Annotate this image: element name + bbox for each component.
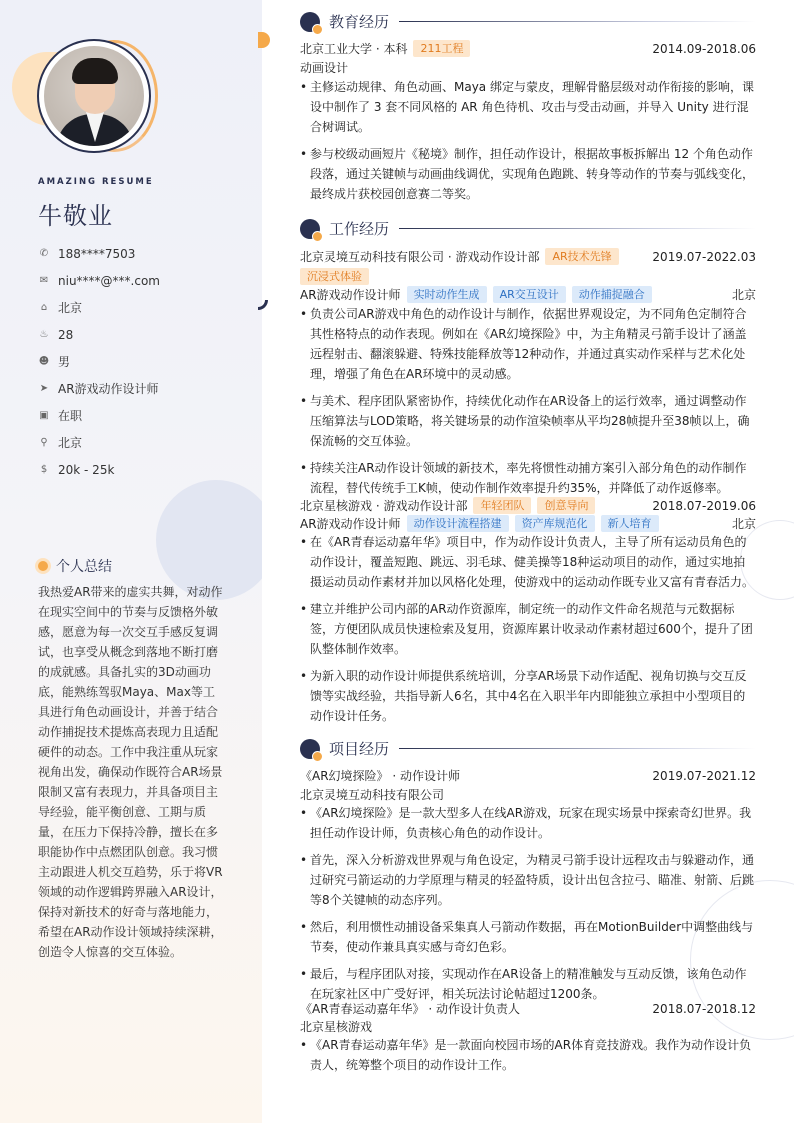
list-item: • 《AR幻境探险》是一款大型多人在线AR游戏，玩家在现实场景中探索奇幻世界。我担任动作设计师，负责核心角色的动作设计。	[300, 803, 756, 843]
major-row	[300, 59, 756, 76]
contact-text: 20k - 25k	[58, 462, 115, 477]
divider	[399, 748, 756, 749]
list-item: • 主修运动规律、角色动画、Maya 绑定与蒙皮，理解骨骼层级对动作衔接的影响，课设中制作了 3 套不同风格的 AR 角色待机、攻击与受击动画，并导入 Unity 进行混合树调试。	[300, 77, 756, 137]
list-item: • 然后，利用惯性动捕设备采集真人弓箭动作数据，再在MotionBuilder中调整曲线与节奏，使动作兼具真实感与奇幻色彩。	[300, 917, 756, 957]
skill-tag: 动作设计流程搭建	[407, 515, 509, 532]
candidate-name: 牛敬业	[38, 202, 113, 230]
home-icon: ⌂	[40, 302, 48, 313]
cake-icon: ♨	[39, 329, 49, 340]
project-company: 北京星核游戏	[300, 1020, 373, 1034]
education-date: 2014.09-2018.06	[652, 41, 756, 56]
project-bullets	[300, 1035, 756, 1082]
section-title: 教育经历	[329, 13, 390, 31]
job-date: 2019.07-2022.03	[652, 249, 756, 264]
section-icon	[300, 12, 320, 32]
job-tags-row	[294, 268, 750, 285]
avatar-photo	[44, 46, 144, 146]
job-city: 北京	[731, 517, 756, 531]
dot-icon	[38, 561, 48, 571]
skill-tag: 实时动作生成	[407, 286, 487, 303]
list-item: • 持续关注AR动作设计领域的新技术，率先将惯性动捕方案引入部分角色的动作制作流程，替代传统手工K帧，使动作制作效率提升约35%，并降低了动作返修率。	[300, 458, 756, 498]
section-title: 项目经历	[329, 740, 390, 758]
project-company-row	[300, 1018, 756, 1035]
section-title: 工作经历	[329, 220, 390, 238]
phone-icon: ✆	[39, 248, 49, 259]
section-icon	[300, 739, 320, 759]
summary-heading	[38, 556, 112, 576]
project-name: 《AR青春运动嘉年华》 · 动作设计负责人	[300, 1002, 520, 1016]
major: 动画设计	[300, 61, 349, 75]
contact-text: 在职	[58, 409, 83, 423]
contact-item	[38, 348, 160, 375]
school-tag: 211工程	[413, 40, 470, 57]
list-item: • 建立并维护公司内部的AR动作资源库，制定统一的动作文件命名规范与元数据标签，方便团队成员快速检索及复用，资源库累计收录动作素材超过600个，提升了团队整体制作效率。	[300, 599, 756, 659]
avatar	[37, 39, 151, 153]
contact-item	[38, 429, 160, 456]
contact-text: 男	[58, 355, 71, 369]
skill-tag: AR交互设计	[493, 286, 566, 303]
list-item: • 首先，深入分析游戏世界观与角色设定，为精灵弓箭手设计远程攻击与躲避动作，通过研究弓箭运动的力学原理与精灵的轻盈特质，设计出包含拉弓、瞄准、射箭、后跳等8个关键帧的动态序列。	[300, 850, 756, 910]
company-tag: 创意导向	[537, 497, 595, 514]
job-role-row	[300, 515, 756, 532]
company-tag: AR技术先锋	[545, 248, 618, 265]
job-city: 北京	[731, 288, 756, 302]
send-icon: ➤	[39, 383, 49, 394]
list-item: • 负责公司AR游戏中角色的动作设计与制作，依据世界观设定，为不同角色定制符合其性格特点的动作表现。例如在《AR幻境探险》中，为主角精灵弓箭手设计了涵盖远程射击、翻滚躲避、特殊技能释放等12种动作，并通过真实动作采样与艺术化处理，增强了角色在AR环境中的灵动感。	[300, 304, 756, 384]
person-icon: ☻	[38, 356, 50, 367]
contact-item	[38, 267, 160, 294]
education-row	[300, 40, 756, 57]
divider	[399, 228, 756, 229]
briefcase-icon: ▣	[39, 410, 49, 421]
company-tag: 沉浸式体验	[300, 268, 369, 285]
job-bullets	[300, 304, 756, 505]
list-item: • 在《AR青春运动嘉年华》项目中，作为动作设计负责人，主导了所有运动员角色的动作设计，覆盖短跑、跳远、羽毛球、健美操等18种运动项目的动作，通过实地拍摄运动员动作素材并加以风格化处理，使游戏中的运动动作既专业又富有青春活力。	[300, 532, 756, 592]
summary-text: 我热爱AR带来的虚实共舞，对动作在现实空间中的节奏与反馈格外敏感，愿意为每一次交互手感反复调试，也享受从概念到落地不断打磨的成就感。具备扎实的3D动画功底，能熟练驾驭Maya、Max等工具进行角色动画设计，并善于结合动作捕捉技术提炼高表现力且适配硬件的动态。工作中我注重从玩家视角出发，确保动作既符合AR场景限制又富有表现力，并具备项目主导经验，能平衡创意、工期与质量，在压力下保持冷静，擅长在多职能协作中点燃团队创意。我习惯主动跟进人机交互趋势，乐于将VR领域的动作逻辑跨界融入AR设计，保持对新技术的好奇与落地能力，希望在AR动作设计领域持续深耕，创造令人惊喜的交互体验。	[38, 585, 223, 959]
work-heading	[300, 218, 756, 239]
skill-tag: 资产库规范化	[515, 515, 595, 532]
contact-text: 北京	[58, 301, 83, 315]
contact-item	[38, 456, 160, 483]
education-bullets	[300, 77, 756, 211]
decorative-edge	[258, 32, 270, 48]
sidebar	[0, 0, 262, 1123]
company-name: 北京灵境互动科技有限公司 · 游戏动作设计部	[300, 250, 540, 264]
project-date: 2018.07-2018.12	[652, 1001, 756, 1016]
contact-text: 188****7503	[58, 246, 136, 261]
salary-icon: $	[40, 464, 48, 475]
job-role: AR游戏动作设计师	[300, 517, 401, 531]
project-company: 北京灵境互动科技有限公司	[300, 788, 445, 802]
projects-heading	[300, 738, 756, 759]
company-name: 北京星核游戏 · 游戏动作设计部	[300, 499, 468, 513]
contact-item	[38, 240, 160, 267]
contact-text: niu****@***.com	[58, 273, 160, 288]
resume-tagline: AMAZING RESUME	[38, 177, 154, 187]
project-date: 2019.07-2021.12	[652, 768, 756, 783]
company-tag: 年轻团队	[473, 497, 531, 514]
contact-info-list	[38, 240, 160, 483]
contact-item	[38, 402, 160, 429]
job-header	[300, 497, 756, 514]
contact-text: 28	[58, 327, 74, 342]
job-bullets	[300, 532, 756, 733]
location-icon: ⚲	[40, 437, 48, 448]
mail-icon: ✉	[39, 275, 49, 286]
education-heading	[300, 11, 756, 32]
divider	[399, 21, 756, 22]
skill-tag: 动作捕捉融合	[572, 286, 652, 303]
decorative-edge	[258, 300, 268, 310]
list-item: • 《AR青春运动嘉年华》是一款面向校园市场的AR体育竞技游戏。我作为动作设计负责人，统筹整个项目的动作设计工作。	[300, 1035, 756, 1075]
project-header	[300, 767, 756, 784]
job-role-row	[300, 286, 756, 303]
section-icon	[300, 219, 320, 239]
project-header	[300, 1000, 756, 1017]
project-bullets	[300, 803, 756, 1011]
contact-item	[38, 375, 160, 402]
contact-text: 北京	[58, 436, 83, 450]
contact-text: AR游戏动作设计师	[58, 382, 159, 396]
job-header	[300, 248, 756, 265]
job-date: 2018.07-2019.06	[652, 498, 756, 513]
summary-title: 个人总结	[56, 559, 112, 575]
list-item: • 为新入职的动作设计师提供系统培训，分享AR场景下动作适配、视角切换与交互反馈等实战经验，共指导新人6名，其中4名在入职半年内即能独立承担中小型项目的动作设计任务。	[300, 666, 756, 726]
list-item: • 与美术、程序团队紧密协作，持续优化动作在AR设备上的运行效率，通过调整动作压缩算法与LOD策略，将关键场景的动作渲染帧率从平均28帧提升至38帧以上，确保流畅的交互体验。	[300, 391, 756, 451]
contact-item	[38, 321, 160, 348]
list-item: • 最后，与程序团队对接，实现动作在AR设备上的精准触发与互动反馈，该角色动作在玩家社区中广受好评，相关玩法讨论帖超过1200条。	[300, 964, 756, 1004]
school-name: 北京工业大学 · 本科	[300, 42, 408, 56]
project-name: 《AR幻境探险》 · 动作设计师	[300, 769, 460, 783]
skill-tag: 新人培育	[601, 515, 659, 532]
job-role: AR游戏动作设计师	[300, 288, 401, 302]
list-item: • 参与校级动画短片《秘境》制作，担任动作设计，根据故事板拆解出 12 个角色动作段落，通过关键帧与动画曲线调优，实现角色跑跳、转身等动作的节奏与弧线变化，最终成片获校园创意赛二等奖。	[300, 144, 756, 204]
contact-item	[38, 294, 160, 321]
project-company-row	[300, 786, 756, 803]
